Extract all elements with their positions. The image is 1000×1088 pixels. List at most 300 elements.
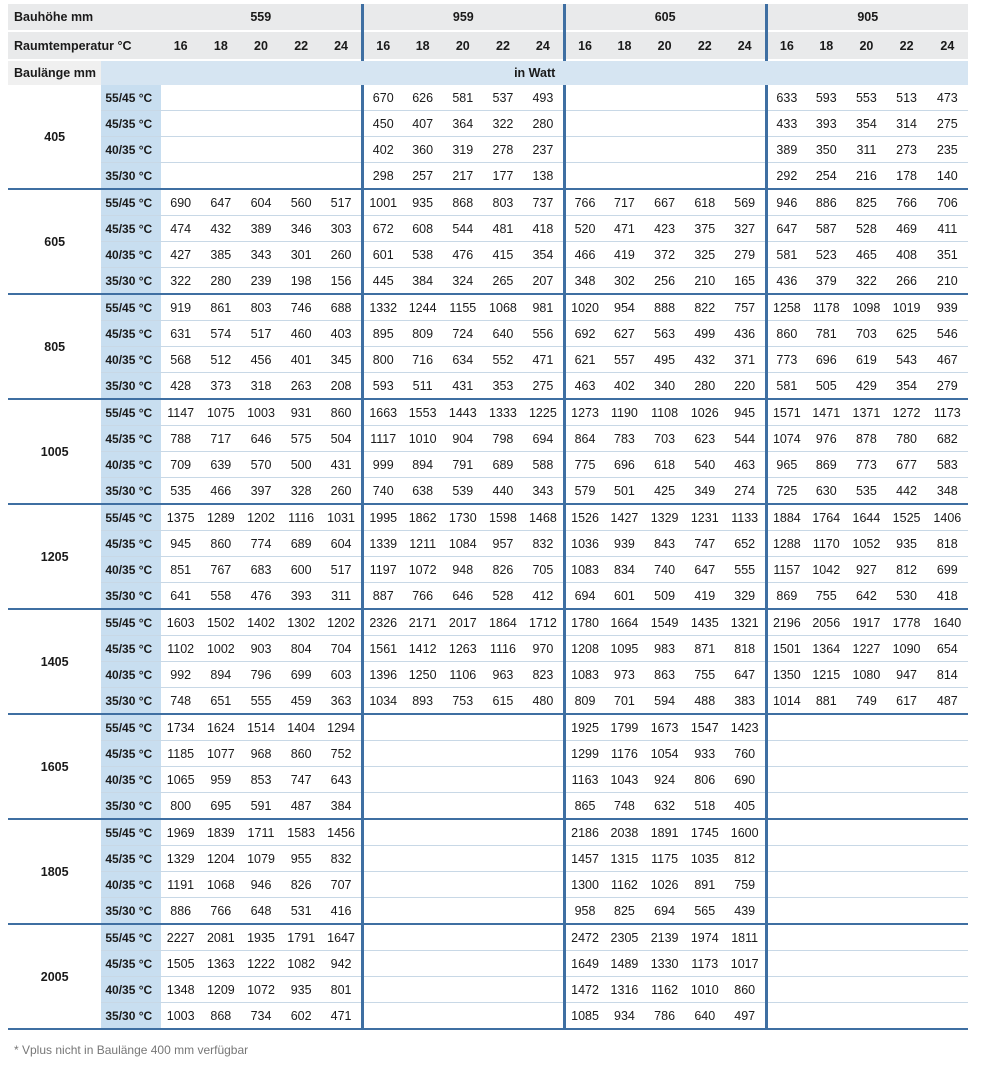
empty-cell bbox=[443, 846, 483, 872]
value-cell: 279 bbox=[725, 242, 766, 268]
table-row bbox=[8, 242, 968, 268]
empty-cell bbox=[403, 872, 443, 898]
value-cell: 1315 bbox=[604, 846, 644, 872]
empty-cell bbox=[403, 767, 443, 793]
value-cell: 1031 bbox=[321, 504, 362, 531]
empty-cell bbox=[927, 819, 968, 846]
value-cell: 946 bbox=[241, 872, 281, 898]
empty-cell bbox=[483, 793, 523, 820]
empty-cell bbox=[281, 163, 321, 190]
value-cell: 946 bbox=[766, 189, 806, 216]
value-cell: 935 bbox=[403, 189, 443, 216]
value-cell: 555 bbox=[241, 688, 281, 715]
empty-cell bbox=[362, 951, 402, 977]
value-cell: 803 bbox=[241, 294, 281, 321]
value-cell: 2472 bbox=[564, 924, 604, 951]
flow-temp-label: 55/45 °C bbox=[101, 85, 160, 111]
value-cell: 469 bbox=[887, 216, 927, 242]
value-cell: 1791 bbox=[281, 924, 321, 951]
value-cell: 463 bbox=[564, 373, 604, 400]
empty-cell bbox=[685, 137, 725, 163]
value-cell: 256 bbox=[645, 268, 685, 295]
value-cell: 348 bbox=[927, 478, 968, 505]
value-cell: 803 bbox=[483, 189, 523, 216]
value-cell: 419 bbox=[604, 242, 644, 268]
value-cell: 647 bbox=[201, 189, 241, 216]
value-cell: 798 bbox=[483, 426, 523, 452]
value-cell: 499 bbox=[685, 321, 725, 347]
empty-cell bbox=[321, 85, 362, 111]
value-cell: 266 bbox=[887, 268, 927, 295]
temp-header-cell: 22 bbox=[887, 31, 927, 60]
value-cell: 1526 bbox=[564, 504, 604, 531]
value-cell: 1603 bbox=[161, 609, 201, 636]
value-cell: 1404 bbox=[281, 714, 321, 741]
flow-temp-label: 45/35 °C bbox=[101, 846, 160, 872]
empty-cell bbox=[523, 898, 564, 925]
empty-cell bbox=[806, 1003, 846, 1030]
value-cell: 465 bbox=[846, 242, 886, 268]
value-cell: 695 bbox=[201, 793, 241, 820]
value-cell: 1085 bbox=[564, 1003, 604, 1030]
value-cell: 1935 bbox=[241, 924, 281, 951]
value-cell: 1406 bbox=[927, 504, 968, 531]
value-cell: 493 bbox=[523, 85, 564, 111]
empty-cell bbox=[403, 846, 443, 872]
value-cell: 140 bbox=[927, 163, 968, 190]
value-cell: 748 bbox=[604, 793, 644, 820]
value-cell: 343 bbox=[241, 242, 281, 268]
value-cell: 1468 bbox=[523, 504, 564, 531]
value-cell: 623 bbox=[685, 426, 725, 452]
empty-cell bbox=[161, 85, 201, 111]
value-cell: 1423 bbox=[725, 714, 766, 741]
value-cell: 1163 bbox=[564, 767, 604, 793]
value-cell: 1778 bbox=[887, 609, 927, 636]
empty-cell bbox=[846, 898, 886, 925]
value-cell: 480 bbox=[523, 688, 564, 715]
value-cell: 703 bbox=[645, 426, 685, 452]
value-cell: 1083 bbox=[564, 557, 604, 583]
flow-temp-label: 35/30 °C bbox=[101, 688, 160, 715]
value-cell: 553 bbox=[846, 85, 886, 111]
value-cell: 881 bbox=[806, 688, 846, 715]
flow-temp-label: 40/35 °C bbox=[101, 242, 160, 268]
value-cell: 1329 bbox=[645, 504, 685, 531]
value-cell: 1026 bbox=[685, 399, 725, 426]
value-cell: 535 bbox=[846, 478, 886, 505]
value-cell: 439 bbox=[725, 898, 766, 925]
empty-cell bbox=[281, 85, 321, 111]
value-cell: 734 bbox=[241, 1003, 281, 1030]
length-label: 405 bbox=[8, 85, 101, 189]
empty-cell bbox=[362, 924, 402, 951]
empty-cell bbox=[846, 767, 886, 793]
empty-cell bbox=[523, 924, 564, 951]
value-cell: 709 bbox=[161, 452, 201, 478]
value-cell: 528 bbox=[846, 216, 886, 242]
value-cell: 1263 bbox=[443, 636, 483, 662]
empty-cell bbox=[887, 898, 927, 925]
value-cell: 878 bbox=[846, 426, 886, 452]
value-cell: 760 bbox=[725, 741, 766, 767]
temperature-header-row bbox=[8, 31, 968, 60]
empty-cell bbox=[443, 819, 483, 846]
value-cell: 217 bbox=[443, 163, 483, 190]
value-cell: 138 bbox=[523, 163, 564, 190]
empty-cell bbox=[846, 924, 886, 951]
value-cell: 804 bbox=[281, 636, 321, 662]
value-cell: 935 bbox=[887, 531, 927, 557]
value-cell: 379 bbox=[806, 268, 846, 295]
value-cell: 633 bbox=[766, 85, 806, 111]
value-cell: 210 bbox=[927, 268, 968, 295]
temp-header-cell: 20 bbox=[846, 31, 886, 60]
value-cell: 688 bbox=[321, 294, 362, 321]
value-cell: 1052 bbox=[846, 531, 886, 557]
value-cell: 825 bbox=[846, 189, 886, 216]
empty-cell bbox=[362, 767, 402, 793]
value-cell: 1289 bbox=[201, 504, 241, 531]
value-cell: 1173 bbox=[927, 399, 968, 426]
empty-cell bbox=[403, 1003, 443, 1030]
value-cell: 638 bbox=[403, 478, 443, 505]
value-cell: 1155 bbox=[443, 294, 483, 321]
value-cell: 393 bbox=[806, 111, 846, 137]
value-cell: 436 bbox=[766, 268, 806, 295]
value-cell: 1072 bbox=[403, 557, 443, 583]
value-cell: 746 bbox=[281, 294, 321, 321]
value-cell: 933 bbox=[685, 741, 725, 767]
value-cell: 1583 bbox=[281, 819, 321, 846]
value-cell: 402 bbox=[362, 137, 402, 163]
table-row bbox=[8, 924, 968, 951]
table-row bbox=[8, 452, 968, 478]
value-cell: 1332 bbox=[362, 294, 402, 321]
value-cell: 604 bbox=[321, 531, 362, 557]
value-cell: 275 bbox=[927, 111, 968, 137]
value-cell: 445 bbox=[362, 268, 402, 295]
empty-cell bbox=[403, 741, 443, 767]
temp-header-cell: 22 bbox=[281, 31, 321, 60]
empty-cell bbox=[483, 819, 523, 846]
temp-header-cell: 24 bbox=[321, 31, 362, 60]
flow-temp-label: 35/30 °C bbox=[101, 793, 160, 820]
empty-cell bbox=[887, 872, 927, 898]
value-cell: 1294 bbox=[321, 714, 362, 741]
value-cell: 861 bbox=[201, 294, 241, 321]
value-cell: 894 bbox=[201, 662, 241, 688]
value-cell: 558 bbox=[201, 583, 241, 610]
empty-cell bbox=[846, 819, 886, 846]
flow-temp-label: 55/45 °C bbox=[101, 189, 160, 216]
value-cell: 701 bbox=[604, 688, 644, 715]
empty-cell bbox=[806, 767, 846, 793]
value-cell: 774 bbox=[241, 531, 281, 557]
flow-temp-label: 40/35 °C bbox=[101, 557, 160, 583]
value-cell: 511 bbox=[403, 373, 443, 400]
empty-cell bbox=[564, 137, 604, 163]
value-cell: 696 bbox=[806, 347, 846, 373]
value-cell: 1884 bbox=[766, 504, 806, 531]
value-cell: 340 bbox=[645, 373, 685, 400]
value-cell: 1010 bbox=[403, 426, 443, 452]
empty-cell bbox=[766, 898, 806, 925]
value-cell: 497 bbox=[725, 1003, 766, 1030]
value-cell: 626 bbox=[403, 85, 443, 111]
value-cell: 583 bbox=[927, 452, 968, 478]
empty-cell bbox=[766, 872, 806, 898]
bauhoehe-label: Bauhöhe mm bbox=[8, 4, 161, 31]
empty-cell bbox=[887, 767, 927, 793]
value-cell: 749 bbox=[846, 688, 886, 715]
value-cell: 1427 bbox=[604, 504, 644, 531]
value-cell: 860 bbox=[725, 977, 766, 1003]
value-cell: 328 bbox=[281, 478, 321, 505]
value-cell: 640 bbox=[685, 1003, 725, 1030]
value-cell: 556 bbox=[523, 321, 564, 347]
value-cell: 471 bbox=[321, 1003, 362, 1030]
empty-cell bbox=[281, 137, 321, 163]
value-cell: 1204 bbox=[201, 846, 241, 872]
table-row bbox=[8, 268, 968, 295]
table-row bbox=[8, 741, 968, 767]
empty-cell bbox=[403, 977, 443, 1003]
empty-cell bbox=[887, 793, 927, 820]
value-cell: 983 bbox=[645, 636, 685, 662]
value-cell: 165 bbox=[725, 268, 766, 295]
empty-cell bbox=[806, 819, 846, 846]
value-cell: 860 bbox=[766, 321, 806, 347]
flow-temp-label: 35/30 °C bbox=[101, 1003, 160, 1030]
value-cell: 476 bbox=[443, 242, 483, 268]
value-cell: 349 bbox=[685, 478, 725, 505]
value-cell: 431 bbox=[443, 373, 483, 400]
empty-cell bbox=[927, 977, 968, 1003]
value-cell: 1640 bbox=[927, 609, 968, 636]
value-cell: 1456 bbox=[321, 819, 362, 846]
value-cell: 1162 bbox=[604, 872, 644, 898]
value-cell: 1864 bbox=[483, 609, 523, 636]
flow-temp-label: 55/45 °C bbox=[101, 609, 160, 636]
value-cell: 319 bbox=[443, 137, 483, 163]
value-cell: 927 bbox=[846, 557, 886, 583]
value-cell: 1412 bbox=[403, 636, 443, 662]
value-cell: 1250 bbox=[403, 662, 443, 688]
value-cell: 1302 bbox=[281, 609, 321, 636]
empty-cell bbox=[806, 924, 846, 951]
value-cell: 1026 bbox=[645, 872, 685, 898]
value-cell: 459 bbox=[281, 688, 321, 715]
empty-cell bbox=[362, 714, 402, 741]
table-row bbox=[8, 977, 968, 1003]
value-cell: 957 bbox=[483, 531, 523, 557]
value-cell: 1176 bbox=[604, 741, 644, 767]
empty-cell bbox=[483, 898, 523, 925]
temp-header-cell: 22 bbox=[685, 31, 725, 60]
value-cell: 1019 bbox=[887, 294, 927, 321]
value-cell: 724 bbox=[443, 321, 483, 347]
length-label: 1005 bbox=[8, 399, 101, 504]
empty-cell bbox=[483, 767, 523, 793]
length-label: 805 bbox=[8, 294, 101, 399]
value-cell: 775 bbox=[564, 452, 604, 478]
value-cell: 207 bbox=[523, 268, 564, 295]
value-cell: 540 bbox=[685, 452, 725, 478]
value-cell: 601 bbox=[604, 583, 644, 610]
value-cell: 208 bbox=[321, 373, 362, 400]
value-cell: 1003 bbox=[161, 1003, 201, 1030]
value-cell: 1969 bbox=[161, 819, 201, 846]
empty-cell bbox=[564, 111, 604, 137]
empty-cell bbox=[321, 137, 362, 163]
value-cell: 581 bbox=[443, 85, 483, 111]
empty-cell bbox=[725, 85, 766, 111]
value-cell: 1489 bbox=[604, 951, 644, 977]
empty-cell bbox=[403, 714, 443, 741]
empty-cell bbox=[362, 1003, 402, 1030]
value-cell: 1457 bbox=[564, 846, 604, 872]
value-cell: 311 bbox=[321, 583, 362, 610]
empty-cell bbox=[887, 714, 927, 741]
flow-temp-label: 45/35 °C bbox=[101, 426, 160, 452]
empty-cell bbox=[321, 163, 362, 190]
temp-header-cell: 20 bbox=[645, 31, 685, 60]
value-cell: 210 bbox=[685, 268, 725, 295]
empty-cell bbox=[443, 924, 483, 951]
empty-cell bbox=[483, 924, 523, 951]
value-cell: 416 bbox=[321, 898, 362, 925]
value-cell: 322 bbox=[846, 268, 886, 295]
value-cell: 568 bbox=[161, 347, 201, 373]
table-row bbox=[8, 793, 968, 820]
value-cell: 1222 bbox=[241, 951, 281, 977]
temp-header-cell: 16 bbox=[564, 31, 604, 60]
value-cell: 689 bbox=[483, 452, 523, 478]
value-cell: 322 bbox=[161, 268, 201, 295]
value-cell: 1471 bbox=[806, 399, 846, 426]
empty-cell bbox=[645, 137, 685, 163]
temp-header-cell: 16 bbox=[766, 31, 806, 60]
empty-cell bbox=[927, 846, 968, 872]
value-cell: 418 bbox=[523, 216, 564, 242]
value-cell: 630 bbox=[806, 478, 846, 505]
value-cell: 292 bbox=[766, 163, 806, 190]
value-cell: 809 bbox=[403, 321, 443, 347]
value-cell: 517 bbox=[241, 321, 281, 347]
value-cell: 2081 bbox=[201, 924, 241, 951]
value-cell: 348 bbox=[564, 268, 604, 295]
empty-cell bbox=[523, 977, 564, 1003]
value-cell: 280 bbox=[523, 111, 564, 137]
value-cell: 935 bbox=[281, 977, 321, 1003]
value-cell: 1333 bbox=[483, 399, 523, 426]
empty-cell bbox=[523, 872, 564, 898]
value-cell: 2305 bbox=[604, 924, 644, 951]
value-cell: 322 bbox=[483, 111, 523, 137]
empty-cell bbox=[362, 977, 402, 1003]
value-cell: 1258 bbox=[766, 294, 806, 321]
flow-temp-label: 55/45 °C bbox=[101, 819, 160, 846]
temp-header-cell: 20 bbox=[443, 31, 483, 60]
value-cell: 544 bbox=[725, 426, 766, 452]
value-cell: 619 bbox=[846, 347, 886, 373]
value-cell: 1891 bbox=[645, 819, 685, 846]
value-cell: 220 bbox=[725, 373, 766, 400]
value-cell: 1075 bbox=[201, 399, 241, 426]
empty-cell bbox=[806, 872, 846, 898]
value-cell: 1034 bbox=[362, 688, 402, 715]
value-cell: 354 bbox=[846, 111, 886, 137]
value-cell: 1020 bbox=[564, 294, 604, 321]
empty-cell bbox=[523, 767, 564, 793]
flow-temp-label: 55/45 °C bbox=[101, 714, 160, 741]
value-cell: 543 bbox=[887, 347, 927, 373]
empty-cell bbox=[241, 111, 281, 137]
empty-cell bbox=[725, 111, 766, 137]
value-cell: 717 bbox=[201, 426, 241, 452]
value-cell: 1375 bbox=[161, 504, 201, 531]
empty-cell bbox=[523, 819, 564, 846]
value-cell: 552 bbox=[483, 347, 523, 373]
value-cell: 389 bbox=[766, 137, 806, 163]
value-cell: 329 bbox=[725, 583, 766, 610]
empty-cell bbox=[443, 793, 483, 820]
value-cell: 520 bbox=[564, 216, 604, 242]
value-cell: 393 bbox=[281, 583, 321, 610]
value-cell: 1202 bbox=[241, 504, 281, 531]
value-cell: 773 bbox=[846, 452, 886, 478]
value-cell: 690 bbox=[725, 767, 766, 793]
value-cell: 1002 bbox=[201, 636, 241, 662]
value-cell: 692 bbox=[564, 321, 604, 347]
value-cell: 1090 bbox=[887, 636, 927, 662]
empty-cell bbox=[523, 1003, 564, 1030]
value-cell: 694 bbox=[523, 426, 564, 452]
empty-cell bbox=[887, 846, 927, 872]
empty-cell bbox=[443, 898, 483, 925]
value-cell: 1339 bbox=[362, 531, 402, 557]
empty-cell bbox=[201, 111, 241, 137]
value-cell: 318 bbox=[241, 373, 281, 400]
value-cell: 958 bbox=[564, 898, 604, 925]
value-cell: 705 bbox=[523, 557, 564, 583]
value-cell: 260 bbox=[321, 478, 362, 505]
value-cell: 303 bbox=[321, 216, 362, 242]
value-cell: 373 bbox=[201, 373, 241, 400]
value-cell: 1598 bbox=[483, 504, 523, 531]
value-cell: 1231 bbox=[685, 504, 725, 531]
empty-cell bbox=[927, 872, 968, 898]
value-cell: 631 bbox=[161, 321, 201, 347]
table-row bbox=[8, 714, 968, 741]
empty-cell bbox=[887, 819, 927, 846]
table-row bbox=[8, 426, 968, 452]
value-cell: 703 bbox=[846, 321, 886, 347]
value-cell: 581 bbox=[766, 242, 806, 268]
value-cell: 796 bbox=[241, 662, 281, 688]
flow-temp-label: 55/45 °C bbox=[101, 399, 160, 426]
empty-cell bbox=[685, 163, 725, 190]
value-cell: 759 bbox=[725, 872, 766, 898]
empty-cell bbox=[161, 137, 201, 163]
empty-cell bbox=[362, 846, 402, 872]
value-cell: 667 bbox=[645, 189, 685, 216]
value-cell: 753 bbox=[443, 688, 483, 715]
height-905-header: 905 bbox=[766, 4, 968, 31]
value-cell: 235 bbox=[927, 137, 968, 163]
value-cell: 1525 bbox=[887, 504, 927, 531]
